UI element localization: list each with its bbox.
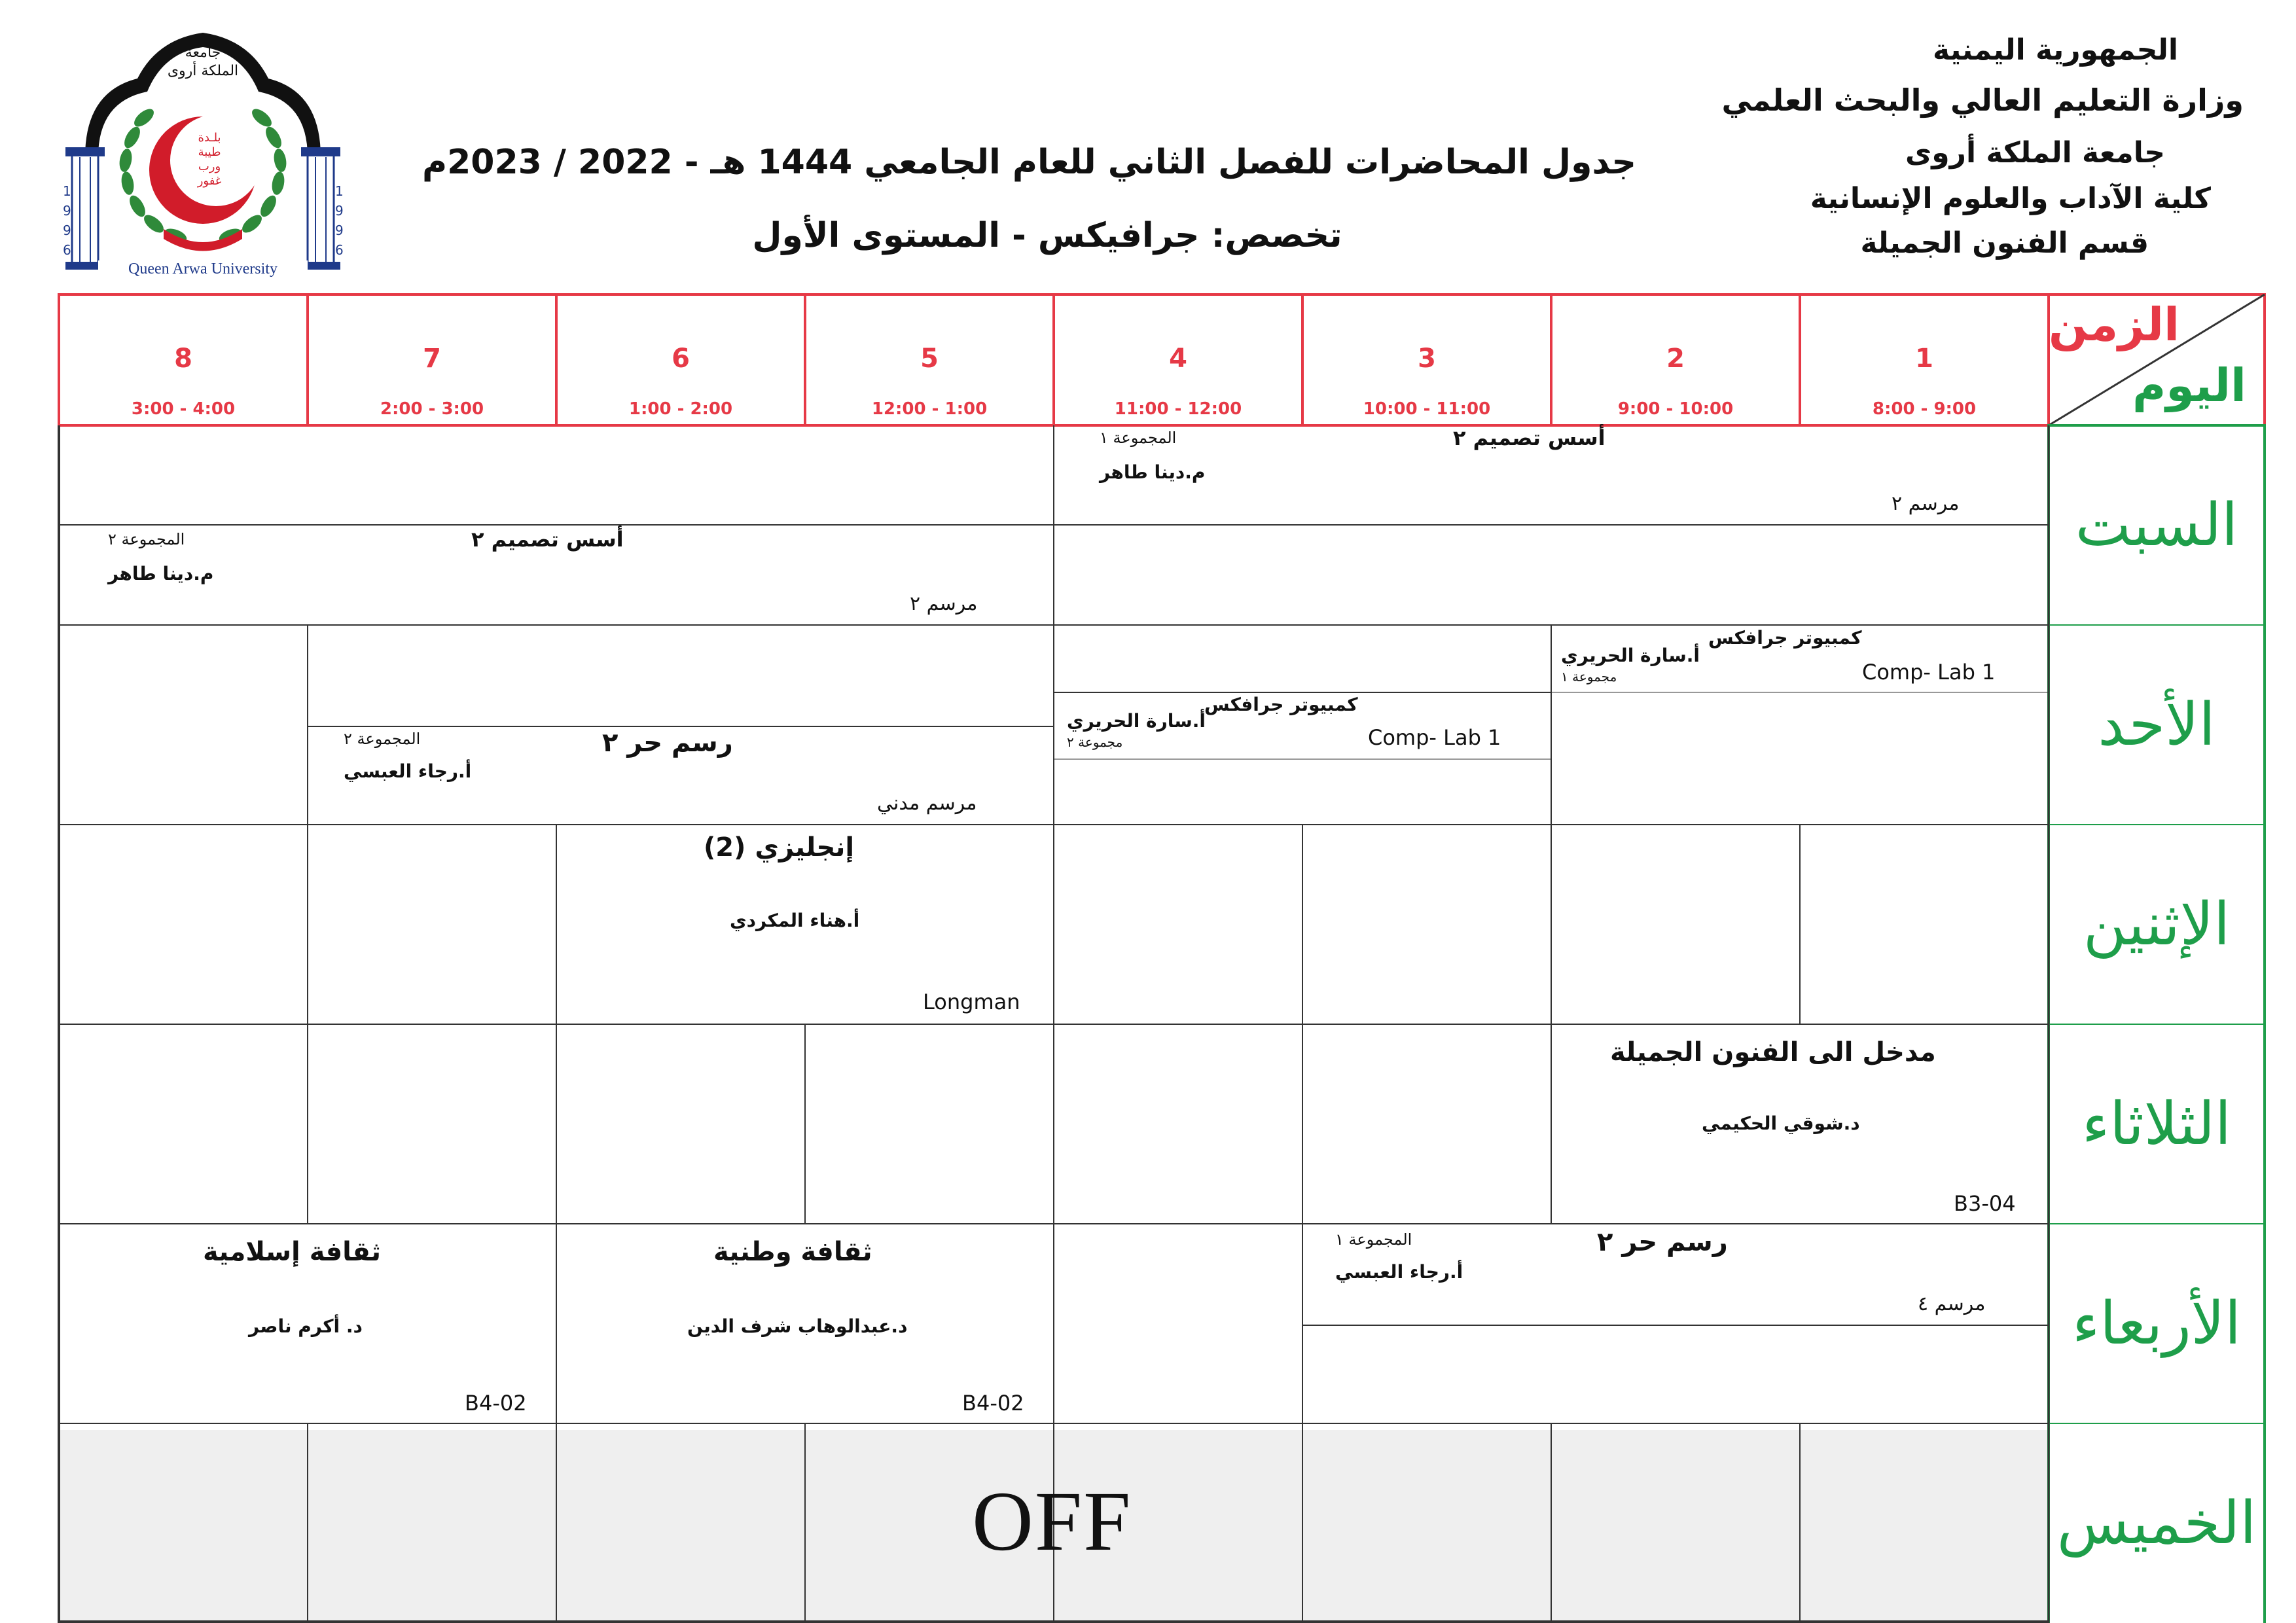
- logo-text-top-2: الملكة أروى: [167, 63, 239, 79]
- room-name: مرسم ٢: [1892, 492, 1960, 515]
- slot-number: 3: [1418, 344, 1436, 374]
- course-name: إنجليزي (2): [704, 832, 855, 863]
- room-name: B4-02: [962, 1391, 1024, 1416]
- slot-number: 7: [423, 344, 441, 374]
- group-label: مجموعة ١: [1561, 669, 1617, 685]
- day-monday: الإثنين: [2083, 890, 2231, 959]
- room-name: B4-02: [465, 1391, 527, 1416]
- instructor-name: أ.رجاء العبسي: [1335, 1261, 1463, 1283]
- logo-year-right-2: 9: [335, 203, 344, 219]
- group-label: المجموعة ١: [1335, 1230, 1412, 1249]
- instructor-name: م.دينا طاهر: [1100, 461, 1206, 483]
- logo-center-line-3: ورب: [198, 160, 221, 173]
- course-name: أسس تصميم ٢: [471, 527, 624, 552]
- room-name: B3-04: [1954, 1191, 2016, 1216]
- logo-year-right-4: 6: [335, 242, 344, 258]
- slot-number: 4: [1169, 344, 1187, 374]
- room-name: مرسم ٤: [1918, 1293, 1986, 1315]
- instructor-name: د.عبدالوهاب شرف الدين: [687, 1315, 908, 1337]
- day-thursday: الخميس: [2056, 1489, 2257, 1558]
- instructor-name: أ.سارة الحريري: [1067, 710, 1206, 732]
- logo-center-line-2: طيبة: [198, 145, 221, 159]
- day-sunday: الأحد: [2098, 690, 2215, 759]
- room-name: Comp- Lab 1: [1368, 725, 1501, 750]
- slot-time: 3:00 - 4:00: [131, 399, 236, 419]
- slot-time: 2:00 - 3:00: [380, 399, 484, 419]
- course-name: مدخل الى الفنون الجميلة: [1610, 1037, 1936, 1067]
- corner-time-label: الزمن: [2048, 298, 2179, 351]
- university-name: جامعة الملكة أروى: [1905, 136, 2165, 169]
- slot-number: 6: [672, 344, 690, 374]
- room-name: Comp- Lab 1: [1862, 660, 1996, 685]
- slot-number: 5: [920, 344, 939, 374]
- slot-number: 8: [174, 344, 192, 374]
- day-wednesday: الأربعاء: [2072, 1289, 2241, 1358]
- slot-time: 10:00 - 11:00: [1363, 399, 1491, 419]
- department-name: قسم الفنون الجميلة: [1860, 226, 2149, 260]
- instructor-name: أ.رجاء العبسي: [344, 760, 472, 782]
- logo-year-left-4: 6: [63, 242, 71, 258]
- slot-time: 12:00 - 1:00: [871, 399, 988, 419]
- group-label: المجموعة ١: [1100, 429, 1177, 447]
- room-name: مرسم ٢: [910, 592, 978, 615]
- logo-year-right-3: 9: [335, 223, 344, 238]
- course-name: رسم حر ٢: [1597, 1227, 1728, 1257]
- room-name: مرسم مدني: [877, 792, 977, 815]
- course-name: كمبيوتر جرافكس: [1708, 627, 1862, 649]
- group-label: مجموعة ٢: [1067, 734, 1123, 750]
- country-name: الجمهورية اليمنية: [1933, 33, 2178, 67]
- course-name: كمبيوتر جرافكس: [1204, 694, 1358, 715]
- schedule-title: جدول المحاضرات للفصل الثاني للعام الجامعي 1444 هـ - 2022 / 2023م: [422, 143, 1636, 182]
- slot-number: 2: [1666, 344, 1685, 374]
- corner-day-label: اليوم: [2132, 359, 2247, 412]
- logo-year-left-2: 9: [63, 203, 71, 219]
- room-name: Longman: [923, 990, 1020, 1014]
- day-tuesday: الثلاثاء: [2081, 1090, 2232, 1158]
- slot-number: 1: [1915, 344, 1933, 374]
- college-name: كلية الآداب والعلوم الإنسانية: [1810, 182, 2211, 215]
- ministry-name: وزارة التعليم العالي والبحث العلمي: [1721, 82, 2244, 118]
- logo-center-line-1: بلـدة: [198, 131, 221, 145]
- instructor-name: م.دينا طاهر: [108, 563, 214, 584]
- slot-time: 9:00 - 10:00: [1617, 399, 1734, 419]
- slot-time: 8:00 - 9:00: [1872, 399, 1977, 419]
- logo-year-left-1: 1: [63, 183, 71, 199]
- schedule-subtitle: تخصص: جرافيكس - المستوى الأول: [752, 216, 1342, 255]
- thursday-off-label: OFF: [972, 1474, 1132, 1569]
- instructor-name: أ.هناء المكردي: [730, 910, 860, 931]
- instructor-name: د. أكرم ناصر: [249, 1315, 363, 1337]
- group-label: المجموعة ٢: [108, 530, 185, 548]
- logo-year-left-3: 9: [63, 223, 71, 238]
- logo-center-line-4: غفور: [197, 174, 222, 188]
- course-name: ثقافة إسلامية: [203, 1237, 381, 1267]
- logo-text-top-1: جامعة: [185, 45, 221, 61]
- instructor-name: د.شوقي الحكيمي: [1702, 1113, 1860, 1134]
- logo-year-right-1: 1: [335, 183, 344, 199]
- group-label: المجموعة ٢: [344, 730, 421, 748]
- instructor-name: أ.سارة الحريري: [1561, 645, 1700, 666]
- course-name: رسم حر ٢: [602, 728, 733, 758]
- slot-time: 11:00 - 12:00: [1114, 399, 1242, 419]
- slot-time: 1:00 - 2:00: [628, 399, 733, 419]
- logo-caption: Queen Arwa University: [98, 260, 308, 278]
- day-saturday: السبت: [2075, 491, 2238, 560]
- course-name: أسس تصميم ٢: [1453, 425, 1605, 450]
- course-name: ثقافة وطنية: [713, 1237, 872, 1267]
